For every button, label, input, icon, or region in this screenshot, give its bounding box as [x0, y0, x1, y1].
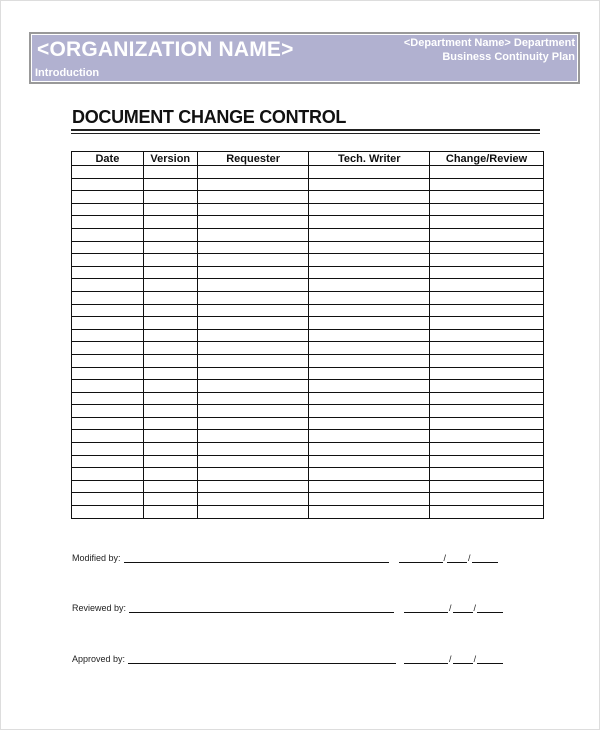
table-cell[interactable]: [430, 254, 544, 267]
date-separator: /: [449, 654, 452, 664]
table-cell[interactable]: [197, 417, 309, 430]
table-cell[interactable]: [143, 203, 197, 216]
table-cell[interactable]: [72, 430, 144, 443]
date-month-field[interactable]: [404, 604, 448, 613]
table-row: [72, 455, 544, 468]
signature-label: Approved by:: [72, 654, 126, 664]
table-row: [72, 405, 544, 418]
table-cell[interactable]: [309, 443, 430, 456]
organization-name: <ORGANIZATION NAME>: [37, 38, 294, 61]
table-cell[interactable]: [430, 493, 544, 506]
date-year-field[interactable]: [472, 554, 498, 563]
table-cell[interactable]: [430, 430, 544, 443]
table-cell[interactable]: [309, 367, 430, 380]
table-cell[interactable]: [309, 203, 430, 216]
table-cell[interactable]: [197, 291, 309, 304]
date-month-field[interactable]: [404, 655, 448, 664]
table-cell[interactable]: [72, 342, 144, 355]
table-row: [72, 279, 544, 292]
table-cell[interactable]: [430, 342, 544, 355]
table-cell[interactable]: [143, 480, 197, 493]
table-cell[interactable]: [309, 455, 430, 468]
column-header-date: Date: [72, 152, 144, 166]
table-cell[interactable]: [72, 493, 144, 506]
table-cell[interactable]: [430, 291, 544, 304]
table-cell[interactable]: [197, 203, 309, 216]
signature-line: [72, 603, 503, 613]
title-rule: [71, 129, 540, 131]
date-day-field[interactable]: [447, 554, 467, 563]
date-day-field[interactable]: [453, 655, 473, 664]
table-cell[interactable]: [72, 291, 144, 304]
table-row: [72, 191, 544, 204]
table-cell[interactable]: [430, 228, 544, 241]
table-cell[interactable]: [197, 228, 309, 241]
table-cell[interactable]: [72, 405, 144, 418]
table-row: [72, 493, 544, 506]
table-row: [72, 367, 544, 380]
table-cell[interactable]: [143, 329, 197, 342]
table-row: [72, 241, 544, 254]
table-cell[interactable]: [430, 317, 544, 330]
table-row: [72, 443, 544, 456]
table-cell[interactable]: [143, 380, 197, 393]
table-cell[interactable]: [143, 178, 197, 191]
table-cell[interactable]: [309, 304, 430, 317]
table-cell[interactable]: [309, 329, 430, 342]
table-cell[interactable]: [430, 304, 544, 317]
table-cell[interactable]: [309, 291, 430, 304]
table-cell[interactable]: [72, 178, 144, 191]
table-cell[interactable]: [143, 367, 197, 380]
table-cell[interactable]: [430, 241, 544, 254]
table-cell[interactable]: [309, 254, 430, 267]
date-separator: /: [473, 654, 477, 664]
table-cell[interactable]: [430, 266, 544, 279]
table-cell[interactable]: [430, 191, 544, 204]
table-cell[interactable]: [309, 480, 430, 493]
table-cell[interactable]: [197, 430, 309, 443]
table-cell[interactable]: [197, 166, 309, 179]
table-cell[interactable]: [430, 468, 544, 481]
date-separator: /: [473, 603, 477, 613]
table-row: [72, 468, 544, 481]
table-cell[interactable]: [309, 342, 430, 355]
table-cell[interactable]: [143, 493, 197, 506]
page-title: DOCUMENT CHANGE CONTROL: [72, 107, 347, 127]
page-header: [29, 32, 580, 84]
table-cell[interactable]: [197, 329, 309, 342]
table-row: [72, 178, 544, 191]
table-cell[interactable]: [309, 493, 430, 506]
table-row: [72, 354, 544, 367]
table-cell[interactable]: [430, 203, 544, 216]
table-cell[interactable]: [72, 166, 144, 179]
table-cell[interactable]: [309, 468, 430, 481]
table-cell[interactable]: [197, 455, 309, 468]
table-cell[interactable]: [143, 266, 197, 279]
table-row: [72, 480, 544, 493]
table-cell[interactable]: [309, 191, 430, 204]
table-row: [72, 506, 544, 519]
table-cell[interactable]: [72, 241, 144, 254]
date-year-field[interactable]: [477, 604, 503, 613]
table-cell[interactable]: [197, 216, 309, 229]
column-header-version: Version: [143, 152, 197, 166]
table-cell[interactable]: [143, 455, 197, 468]
column-header-tech-writer: Tech. Writer: [309, 152, 430, 166]
date-separator: /: [468, 553, 471, 563]
table-cell[interactable]: [197, 380, 309, 393]
table-cell[interactable]: [197, 241, 309, 254]
table-cell[interactable]: [72, 367, 144, 380]
table-cell[interactable]: [197, 480, 309, 493]
table-row: [72, 329, 544, 342]
table-cell[interactable]: [309, 380, 430, 393]
table-cell[interactable]: [72, 480, 144, 493]
date-separator: /: [443, 553, 447, 563]
table-cell[interactable]: [72, 228, 144, 241]
table-cell[interactable]: [143, 342, 197, 355]
table-cell[interactable]: [197, 342, 309, 355]
table-cell[interactable]: [143, 228, 197, 241]
table-cell[interactable]: [143, 291, 197, 304]
table-row: [72, 291, 544, 304]
table-cell[interactable]: [143, 317, 197, 330]
signature-label: Modified by:: [72, 553, 121, 563]
table-cell[interactable]: [309, 279, 430, 292]
table-cell[interactable]: [430, 354, 544, 367]
signature-line: [72, 654, 503, 664]
table-cell[interactable]: [197, 493, 309, 506]
table-cell[interactable]: [143, 468, 197, 481]
table-cell[interactable]: [309, 266, 430, 279]
table-cell[interactable]: [430, 417, 544, 430]
table-cell[interactable]: [72, 443, 144, 456]
table-cell[interactable]: [143, 241, 197, 254]
table-cell[interactable]: [309, 417, 430, 430]
table-row: [72, 392, 544, 405]
table-cell[interactable]: [72, 304, 144, 317]
table-cell[interactable]: [430, 279, 544, 292]
table-cell[interactable]: [143, 443, 197, 456]
table-cell[interactable]: [309, 405, 430, 418]
table-cell[interactable]: [430, 329, 544, 342]
table-cell[interactable]: [309, 392, 430, 405]
table-cell[interactable]: [143, 279, 197, 292]
change-control-table: [71, 151, 544, 519]
table-row: [72, 430, 544, 443]
table-cell[interactable]: [309, 317, 430, 330]
table-cell[interactable]: [143, 166, 197, 179]
table-cell[interactable]: [72, 506, 144, 519]
department-info: [404, 36, 575, 64]
table-row: [72, 254, 544, 267]
table-cell[interactable]: [197, 468, 309, 481]
table-cell[interactable]: [197, 191, 309, 204]
table-cell[interactable]: [143, 405, 197, 418]
table-cell[interactable]: [143, 354, 197, 367]
signature-label: Reviewed by:: [72, 603, 127, 613]
table-cell[interactable]: [72, 329, 144, 342]
section-name: Introduction: [35, 67, 100, 79]
table-row: [72, 203, 544, 216]
table-cell[interactable]: [197, 354, 309, 367]
table-cell[interactable]: [430, 480, 544, 493]
table-cell[interactable]: [197, 367, 309, 380]
table-cell[interactable]: [197, 254, 309, 267]
table-cell[interactable]: [143, 417, 197, 430]
table-cell[interactable]: [309, 506, 430, 519]
table-cell[interactable]: [430, 367, 544, 380]
table-cell[interactable]: [143, 216, 197, 229]
title-rule-thin: [71, 133, 540, 134]
table-cell[interactable]: [143, 430, 197, 443]
table-cell[interactable]: [143, 506, 197, 519]
table-cell[interactable]: [309, 178, 430, 191]
table-row: [72, 216, 544, 229]
table-cell[interactable]: [309, 228, 430, 241]
table-cell[interactable]: [430, 455, 544, 468]
table-cell[interactable]: [72, 279, 144, 292]
table-row: [72, 417, 544, 430]
table-header-row: [72, 152, 544, 166]
table-cell[interactable]: [430, 178, 544, 191]
signature-field[interactable]: [129, 604, 394, 613]
table-cell[interactable]: [197, 178, 309, 191]
table-cell[interactable]: [143, 191, 197, 204]
table-row: [72, 380, 544, 393]
signature-field[interactable]: [128, 655, 396, 664]
table-row: [72, 166, 544, 179]
table-cell[interactable]: [197, 506, 309, 519]
table-cell[interactable]: [430, 216, 544, 229]
table-cell[interactable]: [197, 304, 309, 317]
table-cell[interactable]: [309, 241, 430, 254]
table-cell[interactable]: [72, 380, 144, 393]
department-name: <Department Name> Department: [403, 37, 575, 49]
table-cell[interactable]: [197, 317, 309, 330]
date-month-field[interactable]: [399, 554, 443, 563]
table-cell[interactable]: [430, 405, 544, 418]
table-cell[interactable]: [309, 166, 430, 179]
table-cell[interactable]: [197, 279, 309, 292]
signature-line: [72, 553, 498, 563]
plan-name: Business Continuity Plan: [442, 51, 575, 63]
date-year-field[interactable]: [477, 655, 503, 664]
table-cell[interactable]: [197, 266, 309, 279]
table-cell[interactable]: [72, 266, 144, 279]
table-cell[interactable]: [430, 443, 544, 456]
table-cell[interactable]: [430, 506, 544, 519]
table-cell[interactable]: [72, 417, 144, 430]
table-cell[interactable]: [72, 317, 144, 330]
table-row: [72, 317, 544, 330]
table-cell[interactable]: [72, 455, 144, 468]
table-cell[interactable]: [309, 430, 430, 443]
column-header-change-review: Change/Review: [430, 152, 544, 166]
table-cell[interactable]: [309, 354, 430, 367]
table-cell[interactable]: [197, 443, 309, 456]
table-cell[interactable]: [143, 392, 197, 405]
table-cell[interactable]: [72, 354, 144, 367]
table-cell[interactable]: [143, 304, 197, 317]
signature-field[interactable]: [124, 554, 389, 563]
date-separator: /: [449, 603, 452, 613]
table-row: [72, 228, 544, 241]
column-header-requester: Requester: [197, 152, 309, 166]
table-cell[interactable]: [143, 254, 197, 267]
table-row: [72, 342, 544, 355]
date-day-field[interactable]: [453, 604, 473, 613]
table-cell[interactable]: [72, 191, 144, 204]
table-cell[interactable]: [72, 392, 144, 405]
table-cell[interactable]: [72, 203, 144, 216]
table-cell[interactable]: [72, 468, 144, 481]
table-cell[interactable]: [430, 392, 544, 405]
table-row: [72, 304, 544, 317]
table-cell[interactable]: [197, 392, 309, 405]
table-cell[interactable]: [72, 216, 144, 229]
table-cell[interactable]: [430, 166, 544, 179]
table-cell[interactable]: [309, 216, 430, 229]
table-cell[interactable]: [430, 380, 544, 393]
table-cell[interactable]: [72, 254, 144, 267]
table-row: [72, 266, 544, 279]
table-cell[interactable]: [197, 405, 309, 418]
